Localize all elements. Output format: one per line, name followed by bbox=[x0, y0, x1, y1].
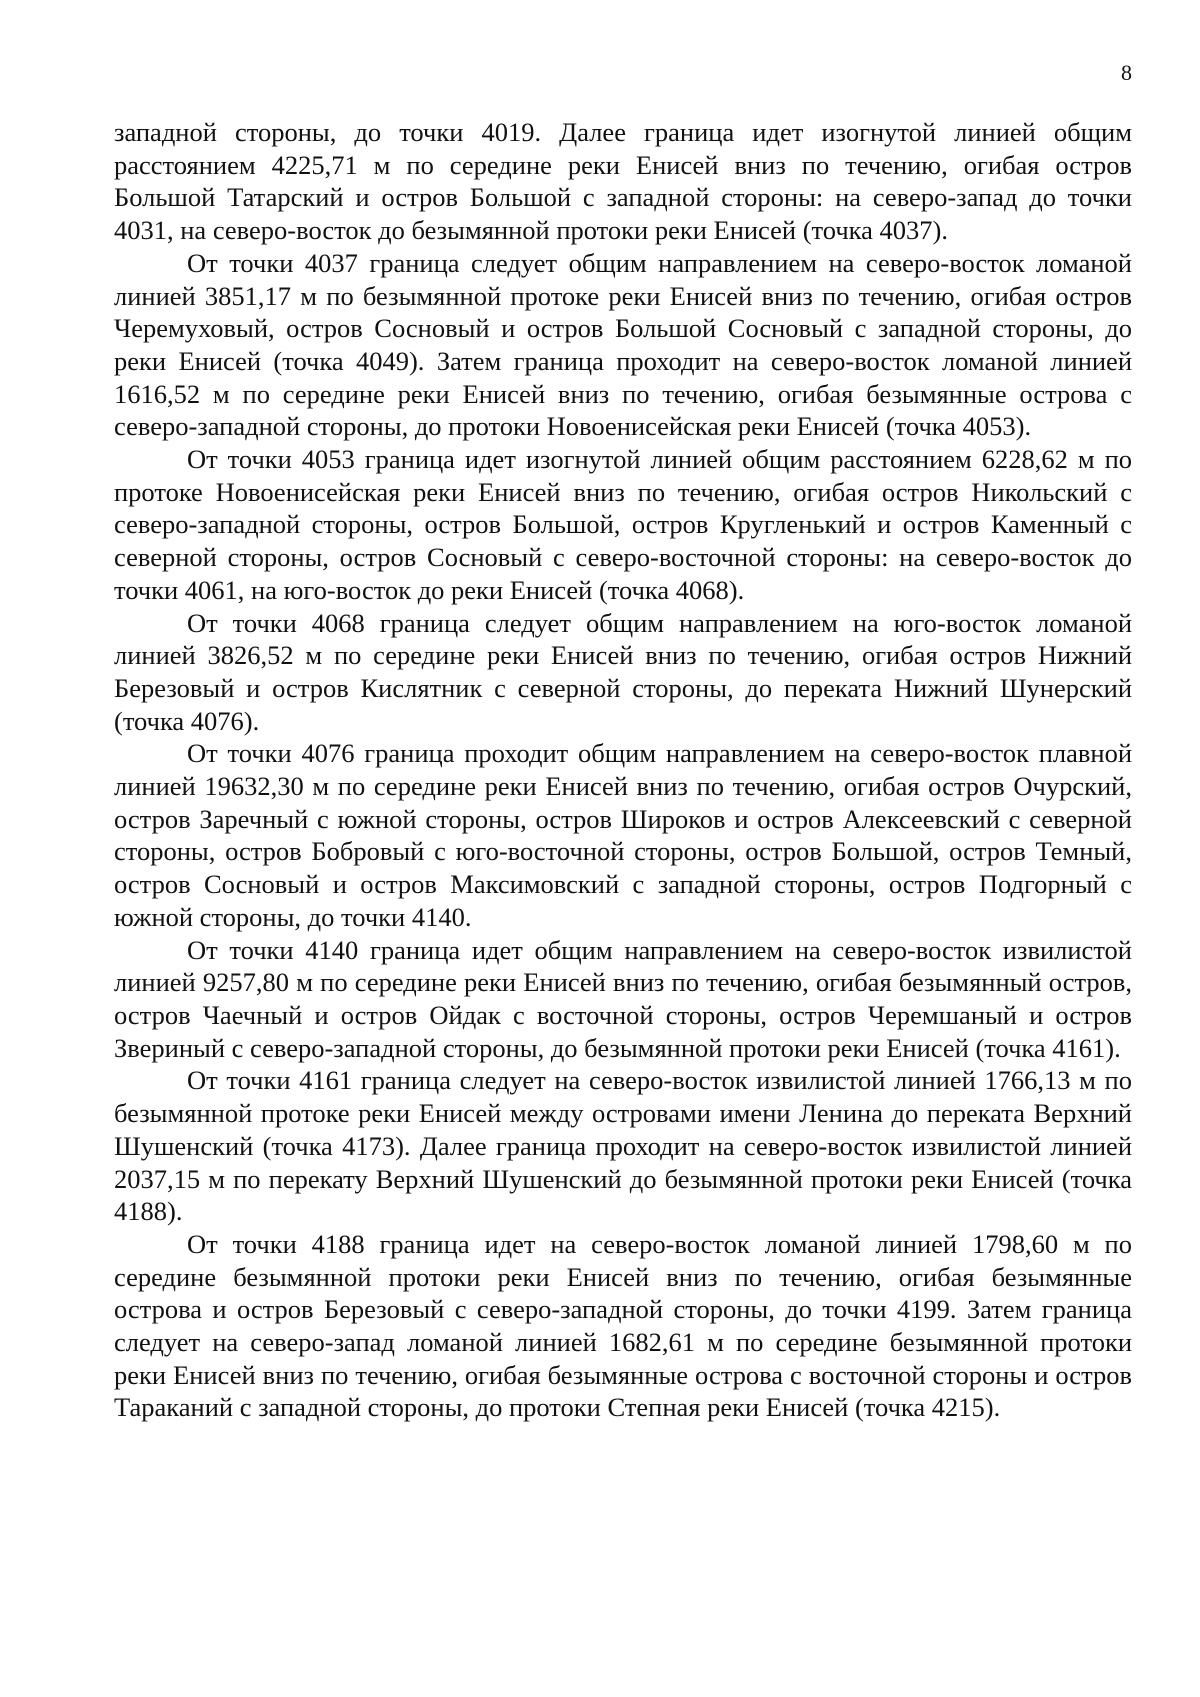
paragraph-continuation: западной стороны, до точки 4019. Далее граница идет изогнутой линией общим расстоянием 4225,71 м по середине реки Енисей вниз по течению, огибая остров Большой Татарский и остров Большой с западной стороны: на северо-запад до точки 4031, на северо-восток до безымянной протоки реки Енисей (точка 4037). bbox=[114, 117, 1132, 246]
paragraph: От точки 4161 граница следует на северо-восток извилистой линией 1766,13 м по безымянной протоке реки Енисей между островами имени Ленина до переката Верхний Шушенский (точка 4173). Далее граница проходит на северо-восток извилистой линией 2037,15 м по перекату Верхний Шушенский до безымянной протоки реки Енисей (точка 4188). bbox=[114, 1065, 1132, 1227]
paragraph: От точки 4188 граница идет на северо-восток ломаной линией 1798,60 м по середине безымянной протоки реки Енисей вниз по течению, огибая безымянные острова и остров Березовый с северо-западной стороны, до точки 4199. Затем граница следует на северо-запад ломаной линией 1682,61 м по середине безымянной протоки реки Енисей вниз по течению, огибая безымянные острова с восточной стороны и остров Тараканий с западной стороны, до протоки Степная реки Енисей (точка 4215). bbox=[114, 1228, 1132, 1423]
page-number: 8 bbox=[1121, 60, 1132, 85]
paragraph: От точки 4076 граница проходит общим направлением на северо-восток плавной линией 19632,30 м по середине реки Енисей вниз по течению, огибая остров Очурский, остров Заречный с южной стороны, остров Широков и остров Алексеевский с северной стороны, остров Бобровый с юго-восточной стороны, остров Большой, остров Темный, остров Сосновый и остров Максимовский с западной стороны, остров Подгорный с южной стороны, до точки 4140. bbox=[114, 738, 1132, 932]
paragraph: От точки 4053 граница идет изогнутой линией общим расстоянием 6228,62 м по протоке Новоенисейская реки Енисей вниз по течению, огибая остров Никольский с северо-западной стороны, остров Большой, остров Кругленький и остров Каменный с северной стороны, остров Сосновый с северо-восточной стороны: на северо-восток до точки 4061, на юго-восток до реки Енисей (точка 4068). bbox=[114, 444, 1132, 605]
paragraph: От точки 4140 граница идет общим направлением на северо-восток извилистой линией 9257,80 м по середине реки Енисей вниз по течению, огибая безымянный остров, остров Чаечный и остров Ойдак с восточной стороны, остров Черемшаный и остров Звериный с северо-западной стороны, до безымянной протоки реки Енисей (точка 4161). bbox=[114, 934, 1132, 1063]
document-body bbox=[114, 116, 1132, 1424]
paragraph: От точки 4037 граница следует общим направлением на северо-восток ломаной линией 3851,17 м по безымянной протоке реки Енисей вниз по течению, огибая остров Черемуховый, остров Сосновый и остров Большой Сосновый с западной стороны, до реки Енисей (точка 4049). Затем граница проходит на северо-восток ломаной линией 1616,52 м по середине реки Енисей вниз по течению, огибая безымянные острова с северо-западной стороны, до протоки Новоенисейская реки Енисей (точка 4053). bbox=[114, 247, 1132, 442]
paragraph: От точки 4068 граница следует общим направлением на юго-восток ломаной линией 3826,52 м по середине реки Енисей вниз по течению, огибая остров Нижний Березовый и остров Кислятник с северной стороны, до переката Нижний Шунерский (точка 4076). bbox=[114, 607, 1132, 736]
